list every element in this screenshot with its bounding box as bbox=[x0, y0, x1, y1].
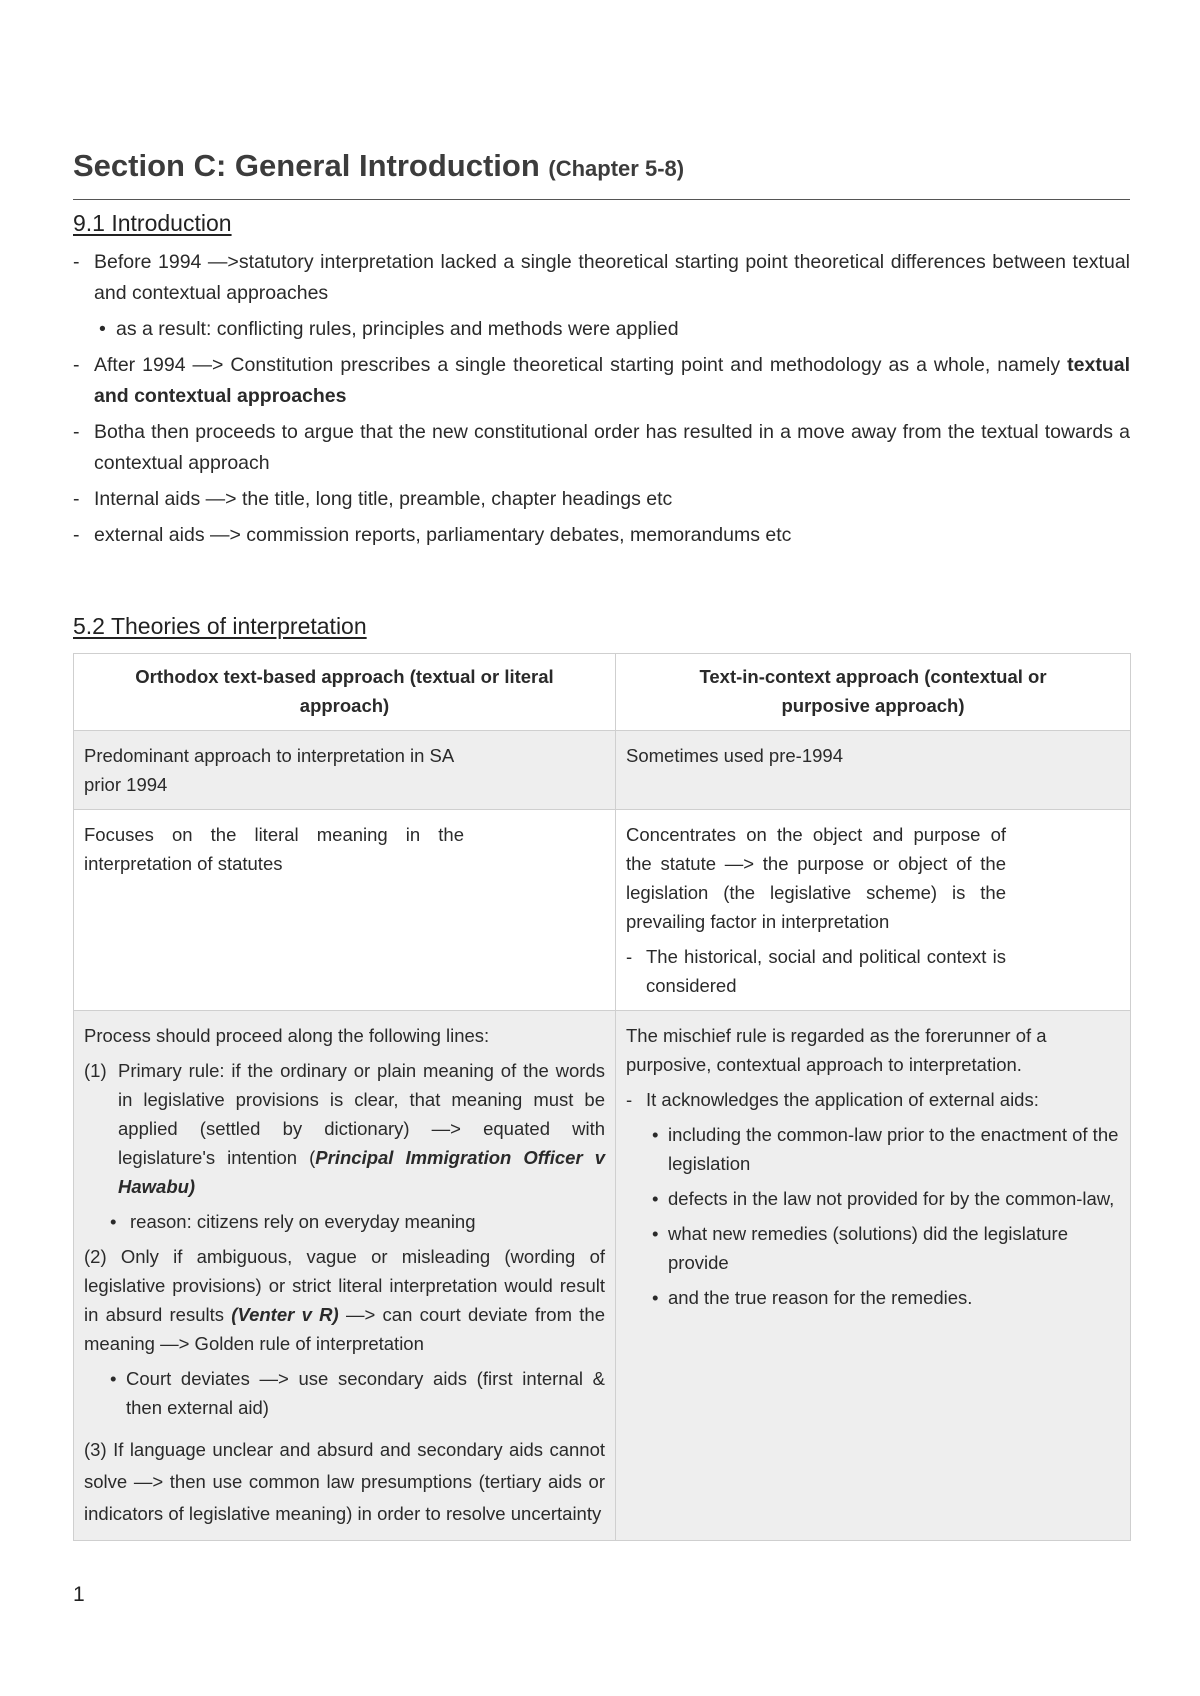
dash-bullet-icon: - bbox=[73, 251, 80, 273]
bullet-item: • defects in the law not provided for by the common-law, bbox=[626, 1184, 1120, 1213]
theories-heading: 5.2 Theories of interpretation bbox=[73, 613, 367, 639]
table-cell: Sometimes used pre-1994 bbox=[616, 731, 1131, 810]
bullet-item: • and the true reason for the remedies. bbox=[626, 1283, 1120, 1312]
bullet-item: • including the common-law prior to the enactment of the legislation bbox=[626, 1120, 1120, 1178]
table-row bbox=[74, 810, 1131, 1011]
table-cell: Concentrates on the object and purpose of the statute —> the purpose or object of the legislation (the legislative scheme) is the prevailing factor in interpretation - The historical, social and political context is considered bbox=[616, 810, 1131, 1011]
bullet-item: • what new remedies (solutions) did the legislature provide bbox=[626, 1219, 1120, 1277]
table-cell: Process should proceed along the following lines: (1) Primary rule: if the ordinary or plain meaning of the words in legislative provisions is clear, that meaning must be applied (settled by dictionary) —> equated with legislature's intention (Principal Immigration Officer v Hawabu) • reason: citizens rely on everyday meaning (2) Only if ambiguous, vague or misleading (wording of legislative provisions) or strict literal interpretation would result in absurd results (Venter v R) —> can court deviate from the meaning —> Golden rule of interpretation • Court deviates —> use secondary aids (first internal & then external aid) (3) If language unclear and absurd and secondary aids cannot solve —> then use common law presumptions (tertiary aids or indicators of legislative meaning) in order to resolve uncertainty bbox=[74, 1011, 616, 1541]
dash-bullet-icon: - bbox=[73, 354, 80, 376]
bullet-item: • reason: citizens rely on everyday meaning bbox=[84, 1207, 605, 1236]
case-name: (Venter v R) bbox=[231, 1304, 339, 1325]
dash-bullet-icon: - bbox=[626, 1089, 633, 1110]
dot-bullet-icon: • bbox=[652, 1287, 659, 1308]
numbered-item: (2) Only if ambiguous, vague or misleading (wording of legislative provisions) or strict literal interpretation would result in absurd results (Venter v R) —> can court deviate from the meaning —> Golden rule of interpretation bbox=[84, 1246, 605, 1354]
list-item: - After 1994 —> Constitution prescribes a single theoretical starting point and methodology as a whole, namely textual and contextual approaches bbox=[73, 350, 1130, 412]
list-item: - Internal aids —> the title, long title, preamble, chapter headings etc bbox=[73, 484, 1130, 515]
section-title bbox=[73, 148, 684, 184]
dot-bullet-icon: • bbox=[652, 1188, 659, 1209]
dot-bullet-icon: • bbox=[99, 318, 106, 340]
table-header-cell: Text-in-context approach (contextual or purposive approach) bbox=[616, 654, 1131, 731]
bullet-item: • Court deviates —> use secondary aids (first internal & then external aid) bbox=[84, 1364, 605, 1422]
numbered-item: (1) Primary rule: if the ordinary or plain meaning of the words in legislative provisions is clear, that meaning must be applied (settled by dictionary) —> equated with legislature's intention (Principal Immigration Officer v Hawabu) bbox=[84, 1060, 605, 1197]
table-row bbox=[74, 1011, 1131, 1541]
list-item: - Before 1994 —>statutory interpretation lacked a single theoretical starting point theoretical differences between textual and contextual approaches bbox=[73, 247, 1130, 309]
sub-list-item: • as a result: conflicting rules, principles and methods were applied bbox=[73, 314, 1130, 345]
dot-bullet-icon: • bbox=[110, 1368, 117, 1389]
page-number: 1 bbox=[73, 1583, 85, 1606]
dash-bullet-icon: - bbox=[73, 524, 80, 546]
section-title-chapters: (Chapter 5-8) bbox=[548, 156, 685, 181]
list-item: - Botha then proceeds to argue that the new constitutional order has resulted in a move away from the textual towards a contextual approach bbox=[73, 417, 1130, 479]
numbered-item: (3) If language unclear and absurd and secondary aids cannot solve —> then use common law presumptions (tertiary aids or indicators of legislative meaning) in order to resolve uncertainty bbox=[84, 1439, 605, 1524]
table-header-cell: Orthodox text-based approach (textual or literal approach) bbox=[74, 654, 616, 731]
dash-bullet-icon: - bbox=[73, 488, 80, 510]
dash-list-item: - The historical, social and political context is considered bbox=[626, 942, 1006, 1000]
dash-bullet-icon: - bbox=[73, 421, 80, 443]
case-name: Principal Immigration Officer v Hawabu) bbox=[118, 1147, 605, 1197]
table-cell: Focuses on the literal meaning in the interpretation of statutes bbox=[74, 810, 616, 1011]
title-divider bbox=[73, 199, 1130, 200]
list-item: - external aids —> commission reports, parliamentary debates, memorandums etc bbox=[73, 520, 1130, 551]
table-cell: Predominant approach to interpretation in SA prior 1994 bbox=[74, 731, 616, 810]
intro-bullet-list bbox=[73, 247, 1130, 556]
dot-bullet-icon: • bbox=[652, 1223, 659, 1244]
table-header-row bbox=[74, 654, 1131, 731]
table-cell: The mischief rule is regarded as the forerunner of a purposive, contextual approach to interpretation. - It acknowledges the application of external aids: • including the common-law prior to the enactment of the legislation • defects in the law not provided for by the common-law, • what new remedies (solutions) did the legislature provide • and the true reason for the remedies. bbox=[616, 1011, 1131, 1541]
dash-list-item: - It acknowledges the application of external aids: bbox=[626, 1085, 1120, 1114]
bold-phrase: textual and contextual approaches bbox=[94, 354, 1130, 407]
theories-table bbox=[73, 653, 1131, 1541]
dash-bullet-icon: - bbox=[626, 946, 633, 967]
dot-bullet-icon: • bbox=[110, 1211, 117, 1232]
section-title-main: Section C: General Introduction bbox=[73, 148, 540, 183]
intro-heading: 9.1 Introduction bbox=[73, 210, 232, 236]
table-row bbox=[74, 731, 1131, 810]
dot-bullet-icon: • bbox=[652, 1124, 659, 1145]
